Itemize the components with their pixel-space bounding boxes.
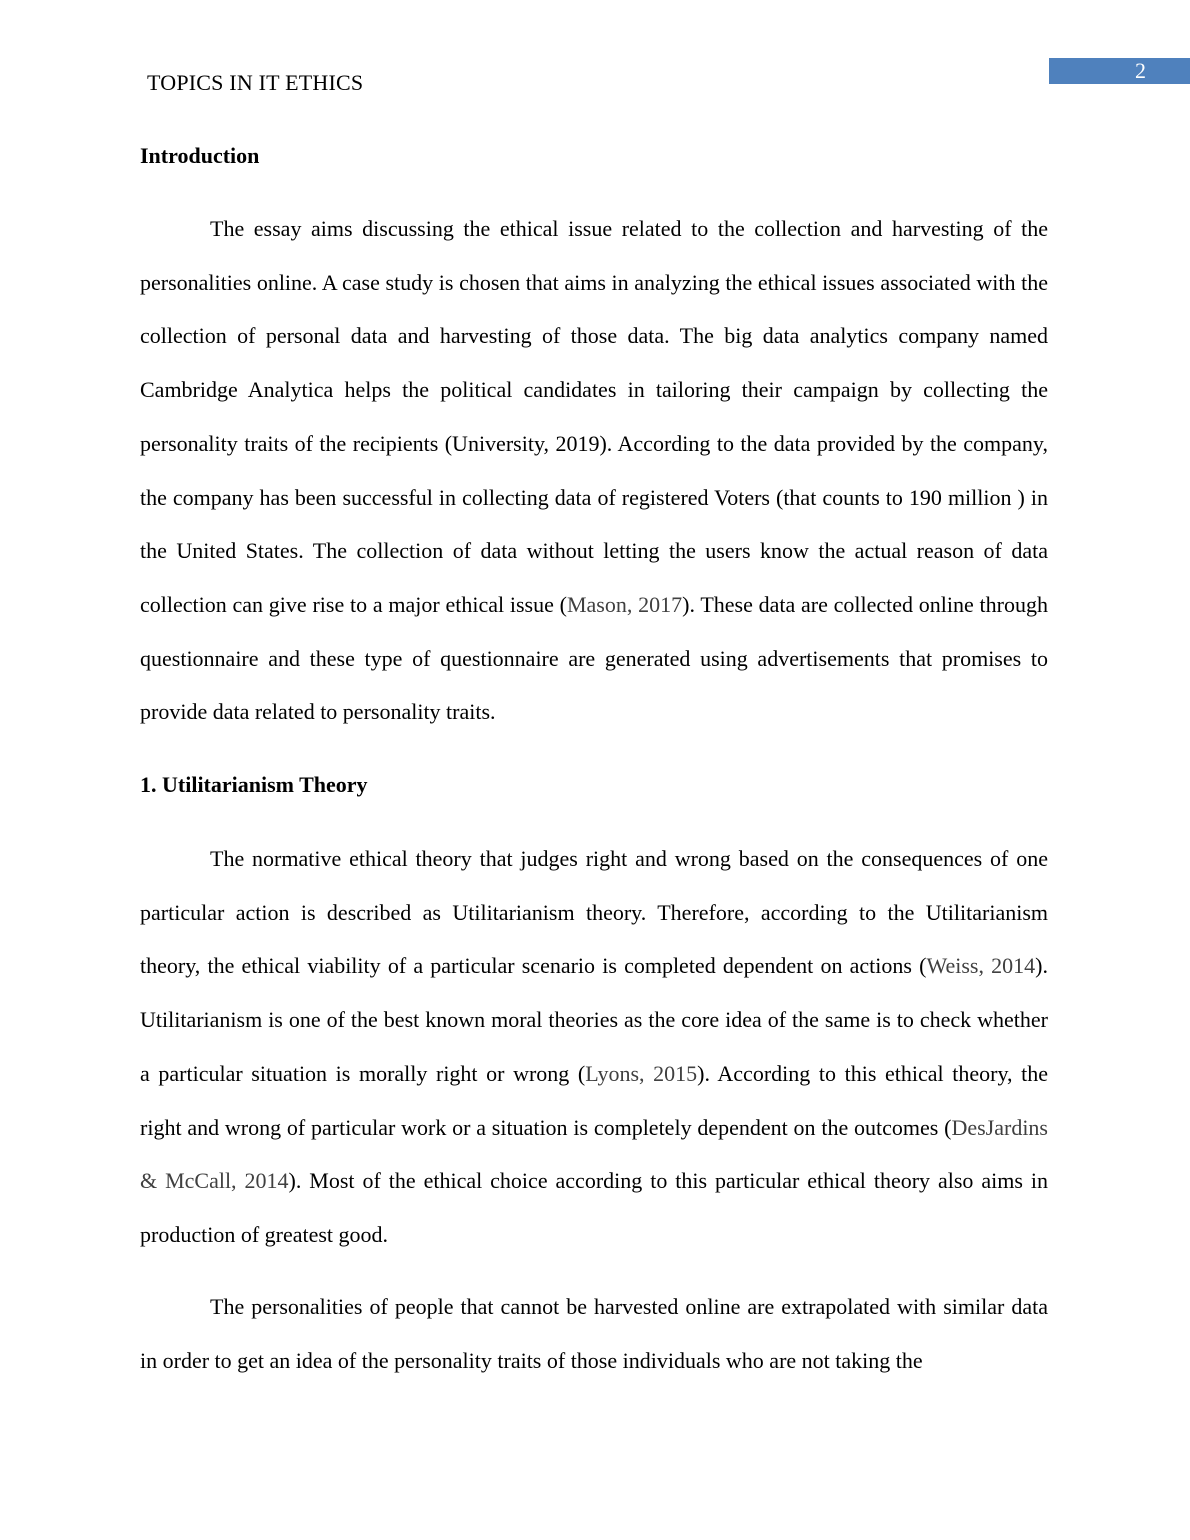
citation: Mason, 2017: [566, 591, 683, 617]
paragraph-text: ). According to this ethical theory, the right and wrong of particular work or a situation is completely dependent on the outcomes (: [140, 1060, 1049, 1140]
paragraph-text: The personalities of people that cannot be harvested online are extrapolated with similar data in order to get an idea of the personality traits of those individuals who are not taking the: [140, 1294, 1048, 1373]
paragraph-introduction: [140, 202, 1048, 739]
paragraph-text: ). These data are collected online through questionnaire and these type of questionnaire are generated using advertisements that promises to provide data related to personality traits.: [140, 591, 1048, 725]
section-heading-introduction: Introduction: [140, 143, 260, 168]
page-number: 2: [1049, 58, 1190, 84]
citation: Lyons, 2015: [585, 1060, 698, 1086]
citation: DesJardins & McCall, 2014: [140, 1114, 1048, 1194]
paragraph-text: ). Utilitarianism is one of the best known moral theories as the core idea of the same is to check whether a particular situation is morally right or wrong (: [140, 953, 1048, 1086]
paragraph-utilitarianism-1: [140, 832, 1048, 1262]
citation: Weiss, 2014: [926, 953, 1036, 979]
paragraph-text: ). Most of the ethical choice according to this particular ethical theory also aims in production of greatest good.: [140, 1168, 1048, 1247]
section-heading-utilitarianism: 1. Utilitarianism Theory: [140, 772, 368, 797]
paragraph-text: The normative ethical theory that judges right and wrong based on the consequences of one particular action is described as Utilitarianism theory. Therefore, according to the Utilitarianism theory, the ethical viability of a particular scenario is completed dependent on actions (: [140, 846, 1048, 979]
paragraph-utilitarianism-2: [140, 1280, 1048, 1387]
running-head: TOPICS IN IT ETHICS: [147, 70, 364, 95]
paragraph-text: The essay aims discussing the ethical issue related to the collection and harvesting of the personalities online. A case study is chosen that aims in analyzing the ethical issues associated with the collection of personal data and harvesting of those data. The big data analytics company named Cambridge Analytica helps the political candidates in tailoring their campaign by collecting the personality traits of the recipients (University, 2019). According to the data provided by the company, the company has been successful in collecting data of registered Voters (that counts to 190 million ) in the United States. The collection of data without letting the users know the actual reason of data collection can give rise to a major ethical issue (: [140, 216, 1048, 617]
